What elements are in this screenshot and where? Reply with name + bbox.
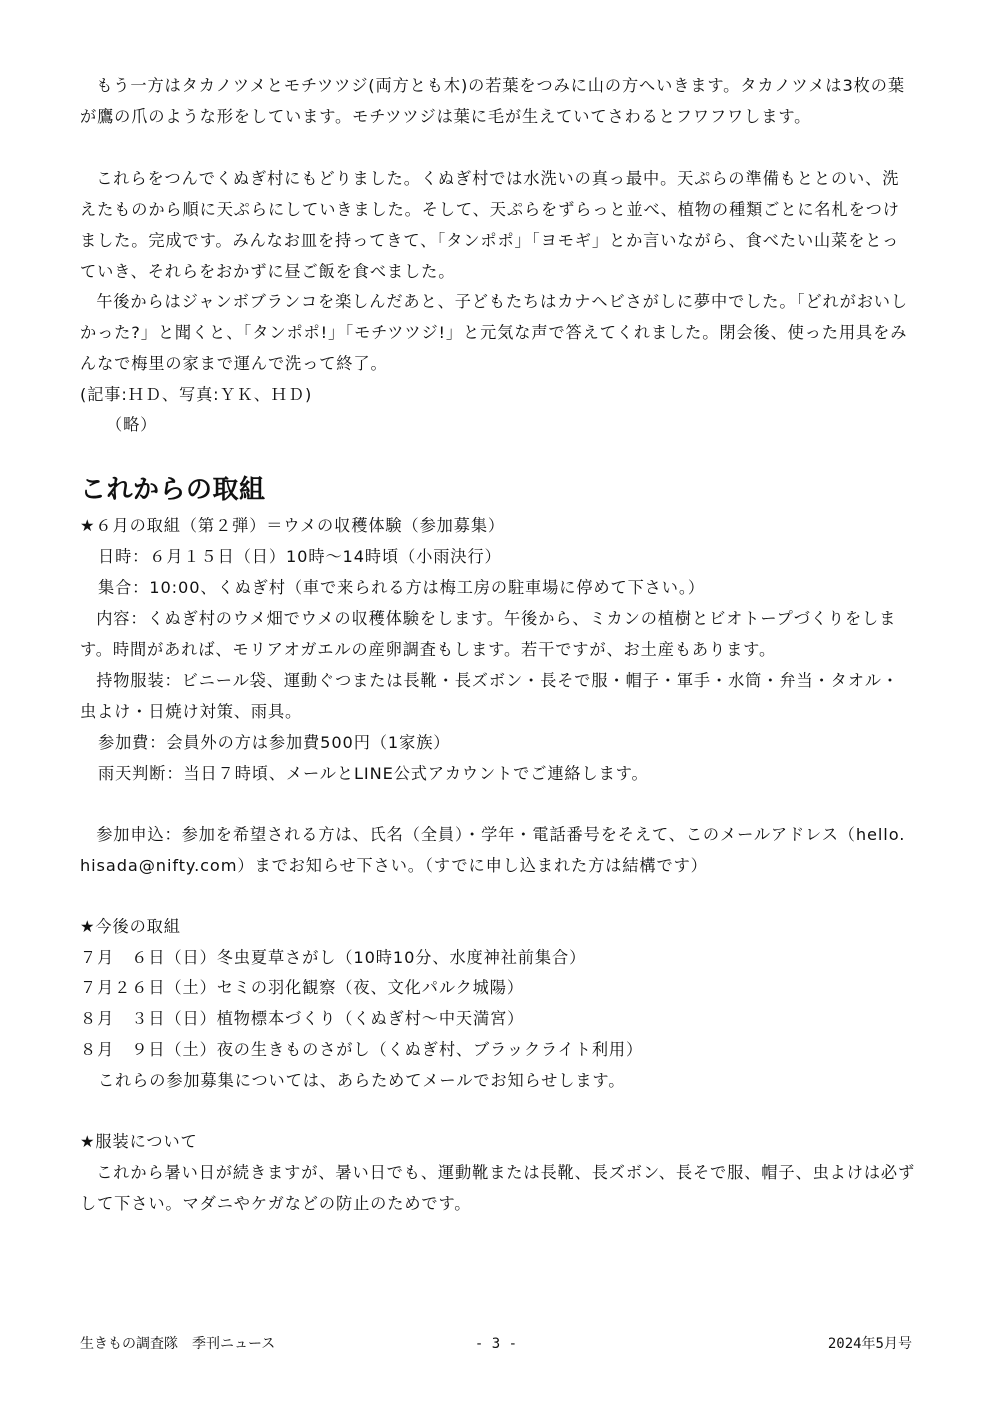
omitted-note: （略） bbox=[106, 415, 158, 434]
june-items: 持物服装：ビニール袋、運動ぐつまたは長靴・長ズボン・長そで服・帽子・軍手・水筒・弁当・タオル・虫よけ・日焼け対策、雨具。 bbox=[80, 671, 899, 721]
future-note: これらの参加募集については、あらためてメールでお知らせします。 bbox=[98, 1071, 626, 1090]
article-paragraph-2: これらをつんでくぬぎ村にもどりました。くぬぎ村では水洗いの真っ最中。天ぷらの準備もととのい、洗えたものから順に天ぷらにしていきました。そして、天ぷらをずらっと並べ、植物の種類ごとに名札をつけました。完成です。みんなお皿を持ってきて、「タンポポ」「ヨモギ」とか言いながら、食べたい山菜をとっていき、それらをおかずに昼ご飯を食べました。 bbox=[80, 169, 900, 281]
footer-newsletter-name: 生きもの調査隊 季刊ニュース bbox=[80, 1336, 276, 1352]
june-heading: ★６月の取組（第２弾）＝ウメの収穫体験（参加募集） bbox=[80, 516, 506, 535]
article-paragraph-1: もう一方はタカノツメとモチツツジ(両方とも木)の若葉をつみに山の方へいきます。タカノツメは3枚の葉が鷹の爪のような形をしています。モチツツジは葉に毛が生えていてさわるとフワフワします。 bbox=[80, 76, 905, 126]
future-event: ８月 ３日（日）植物標本づくり（くぬぎ村～中天満宮） bbox=[80, 1009, 525, 1028]
june-meeting-point: 集合：10:00、くぬぎ村（車で来られる方は梅工房の駐車場に停めて下さい。） bbox=[98, 578, 705, 597]
future-heading: ★今後の取組 bbox=[80, 917, 181, 936]
future-event: ７月２６日（土）セミの羽化観察（夜、文化パルク城陽） bbox=[80, 978, 524, 997]
footer-page-number: - 3 - bbox=[474, 1336, 518, 1352]
section-title: これからの取組 bbox=[80, 475, 266, 505]
future-event: ７月 ６日（日）冬虫夏草さがし（10時10分、水度神社前集合） bbox=[80, 948, 587, 967]
future-event: ８月 ９日（土）夜の生きものさがし（くぬぎ村、ブラックライト利用） bbox=[80, 1040, 644, 1059]
june-application: 参加申込：参加を希望される方は、氏名（全員）・学年・電話番号をそえて、このメールアドレス（hello.hisada@nifty.com）までお知らせ下さい。（すでに申し込まれた方は結構です） bbox=[80, 825, 906, 875]
clothing-body: これから暑い日が続きますが、暑い日でも、運動靴または長靴、長ズボン、長そで服、帽子、虫よけは必ずして下さい。マダニやケガなどの防止のためです。 bbox=[80, 1163, 916, 1213]
june-date: 日時：６月１５日（日）10時～14時頃（小雨決行） bbox=[98, 547, 502, 566]
june-fee: 参加費：会員外の方は参加費500円（1家族） bbox=[98, 733, 451, 752]
june-content: 内容：くぬぎ村のウメ畑でウメの収穫体験をします。午後から、ミカンの植樹とビオトープづくりをします。時間があれば、モリアオガエルの産卵調査もします。若干ですが、お土産もあります。 bbox=[80, 609, 897, 659]
article-paragraph-3: 午後からはジャンボブランコを楽しんだあと、子どもたちはカナヘビさがしに夢中でした。「どれがおいしかった?」と聞くと、「タンポポ!」「モチツツジ!」と元気な声で答えてくれました。閉会後、使った用具をみんなで梅里の家まで運んで洗って終了。 bbox=[80, 292, 908, 373]
footer-issue-date: 2024年5月号 bbox=[827, 1336, 912, 1352]
article-credit: (記事:ＨＤ、写真:ＹＫ、ＨＤ) bbox=[80, 385, 313, 404]
june-rain-policy: 雨天判断：当日７時頃、メールとLINE公式アカウントでご連絡します。 bbox=[98, 764, 649, 783]
clothing-heading: ★服装について bbox=[80, 1132, 198, 1151]
